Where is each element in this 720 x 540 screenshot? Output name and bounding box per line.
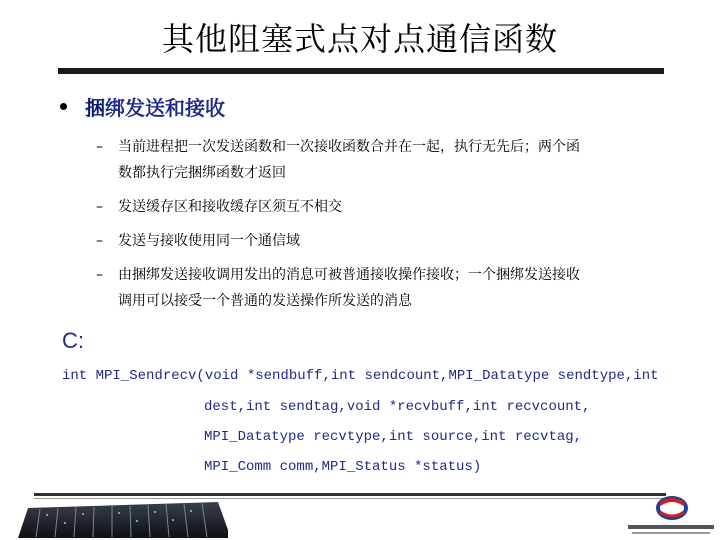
- main-bullet-text: [85, 92, 225, 121]
- sub-bullet-1-line2: 数都执行完捆绑函数才返回: [118, 165, 286, 181]
- footer-divider-thin: [34, 498, 666, 499]
- sub-bullet-4-line2: 调用可以接受一个普通的发送操作所发送的消息: [118, 293, 412, 309]
- main-bullet: [60, 92, 225, 121]
- dash-icon: –: [96, 199, 103, 215]
- code-line-1: int MPI_Sendrecv(void *sendbuff,int sendcount,MPI_Datatype sendtype,int: [62, 368, 659, 384]
- dash-icon: –: [96, 139, 103, 155]
- code-line-4: MPI_Comm comm,MPI_Status *status): [204, 459, 482, 475]
- title-divider: [58, 68, 664, 74]
- bullet-dot-icon: [60, 103, 67, 110]
- code-line-3: MPI_Datatype recvtype,int source,int recvtag,: [204, 429, 583, 445]
- footer-divider: [34, 493, 666, 496]
- main-bullet-rest: 绑发送和接收: [105, 96, 225, 120]
- code-language-label: C:: [62, 328, 84, 353]
- slide-title: 其他阻塞式点对点通信函数: [161, 20, 558, 58]
- sub-bullet-4-line1: 由捆绑发送接收调用发出的消息可被普通接收操作接收；一个捆绑发送接收: [118, 267, 580, 283]
- dash-icon: –: [96, 233, 103, 249]
- sub-bullet-3-line1: 发送与接收使用同一个通信域: [118, 233, 300, 249]
- sub-bullet-1: [96, 134, 676, 186]
- dash-icon: –: [96, 267, 103, 283]
- institution-logo: [620, 494, 720, 540]
- sub-bullet-1-line1: 当前进程把一次发送函数和一次接收函数合并在一起，执行无先后；两个函: [118, 139, 580, 155]
- sub-bullet-4: [96, 262, 676, 314]
- server-rack-image: [18, 500, 228, 538]
- main-bullet-strong: 捆: [85, 96, 105, 120]
- code-line-2: dest,int sendtag,void *recvbuff,int recvcount,: [204, 399, 591, 415]
- sub-bullet-2: [96, 194, 676, 220]
- sub-bullet-2-line1: 发送缓存区和接收缓存区须互不相交: [118, 199, 342, 215]
- sub-bullet-list: [96, 134, 676, 322]
- sub-bullet-3: [96, 228, 676, 254]
